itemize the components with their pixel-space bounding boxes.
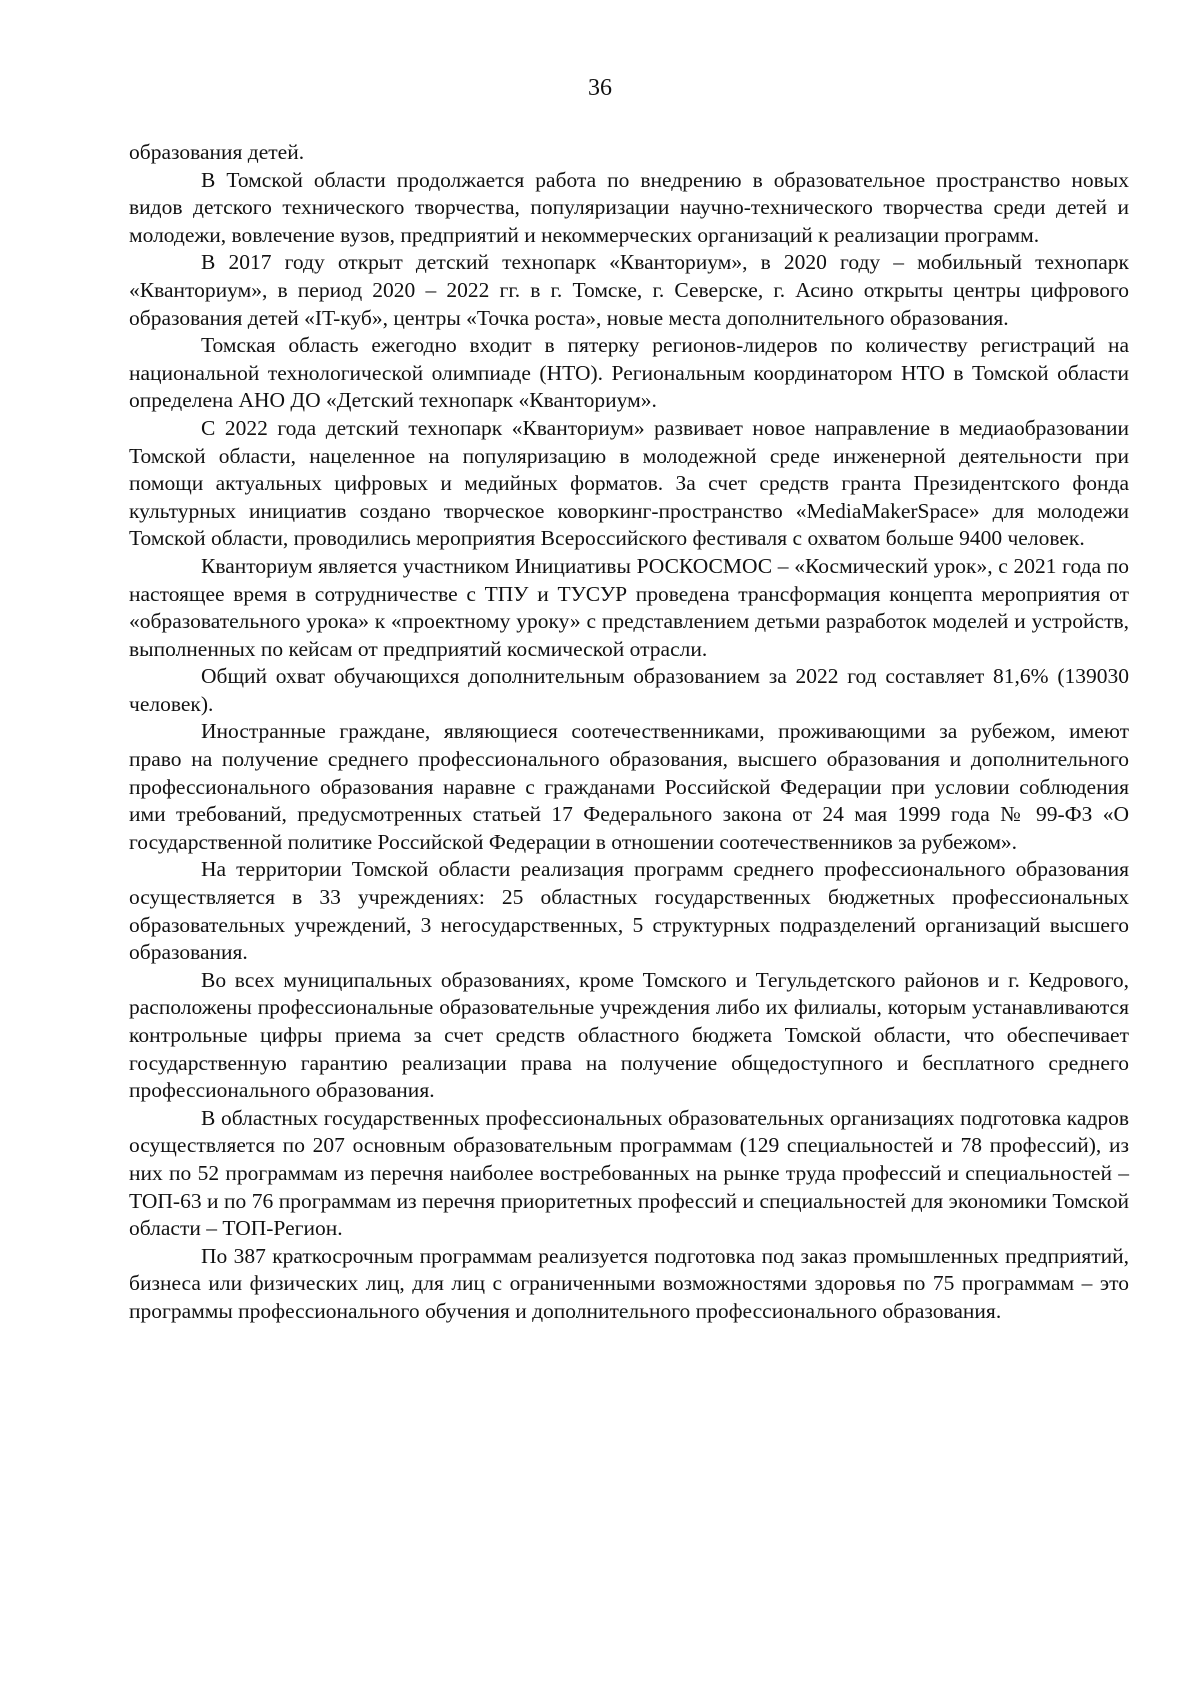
paragraph-short-programs: По 387 краткосрочным программам реализуется подготовка под заказ промышленных предприятий, бизнеса или физических лиц, для лиц с ограниченными возможностями здоровья по 75 программам – это программы профессионального обучения и дополнительного профессионального образования. — [129, 1243, 1129, 1323]
paragraph-media-education: С 2022 года детский технопарк «Кванториум» развивает новое направление в медиаобразовании Томской области, нацеленное на популяризацию в молодежной среде инженерной деятельности при помощи актуальных цифровых и медийных форматов. За счет средств гранта Президентского фонда культурных инициатив создано творческое коворкинг-пространство «MediaMakerSpace» для молодежи Томской области, проводились мероприятия Всероссийского фестиваля с охватом больше 9400 человек. — [129, 415, 1129, 551]
paragraph-space-lesson: Кванториум является участником Инициативы РОСКОСМОС – «Космический урок», с 2021 года по настоящее время в сотрудничестве с ТПУ и ТУСУР проведена трансформация концепта мероприятия от «образовательного урока» к «проектному уроку» с представлением детьми разработок моделей и устройств, выполненных по кейсам от предприятий космической отрасли. — [129, 553, 1129, 661]
paragraph-technical-creativity: В Томской области продолжается работа по внедрению в образовательное пространство новых видов детского технического творчества, популяризации научно-технического творчества среди детей и молодежи, вовлечение вузов, предприятий и некоммерческих организаций к реализации программ. — [129, 167, 1129, 247]
paragraph-continuation: образования детей. — [129, 140, 305, 164]
paragraph-coverage: Общий охват обучающихся дополнительным образованием за 2022 год составляет 81,6% (139030 человек). — [129, 664, 1129, 716]
paragraph-kvantorium-opening: В 2017 году открыт детский технопарк «Кванториум», в 2020 году – мобильный технопарк «Кванториум», в период 2020 – 2022 гг. в г. Томске, г. Северске, г. Асино открыты центры цифрового образования детей «IT-куб», центры «Точка роста», новые места дополнительного образования. — [129, 250, 1129, 330]
body-text — [129, 139, 1129, 1326]
page-number: 36 — [588, 75, 612, 101]
paragraph-spo-institutions: На территории Томской области реализация программ среднего профессионального образования осуществляется в 33 учреждениях: 25 областных государственных бюджетных профессиональных образовательных учреждений, 3 негосударственных, 5 структурных подразделений организаций высшего образования. — [129, 857, 1129, 965]
paragraph-nto-leaders: Томская область ежегодно входит в пятерку регионов-лидеров по количеству регистраций на национальной технологической олимпиаде (НТО). Региональным координатором НТО в Томской области определена АНО ДО «Детский технопарк «Кванториум». — [129, 333, 1129, 413]
paragraph-compatriots: Иностранные граждане, являющиеся соотечественниками, проживающими за рубежом, имеют право на получение среднего профессионального образования, высшего образования и дополнительного профессионального образования наравне с гражданами Российской Федерации при условии соблюдения ими требований, предусмотренных статьей 17 Федерального закона от 24 мая 1999 года № 99-ФЗ «О государственной политике Российской Федерации в отношении соотечественников за рубежом». — [129, 719, 1129, 854]
paragraph-municipalities: Во всех муниципальных образованиях, кроме Томского и Тегульдетского районов и г. Кедрового, расположены профессиональные образовательные учреждения либо их филиалы, которым устанавливаются контрольные цифры приема за счет средств областного бюджета Томской области, что обеспечивает государственную гарантию реализации права на получение общедоступного и бесплатного среднего профессионального образования. — [129, 967, 1129, 1103]
paragraph-training-programs: В областных государственных профессиональных образовательных организациях подготовка кадров осуществляется по 207 основным образовательным программам (129 специальностей и 78 профессий), из них по 52 программам из перечня наиболее востребованных на рынке труда профессий и специальностей – ТОП-63 и по 76 программам из перечня приоритетных профессий и специальностей для экономики Томской области – ТОП-Регион. — [129, 1105, 1129, 1241]
